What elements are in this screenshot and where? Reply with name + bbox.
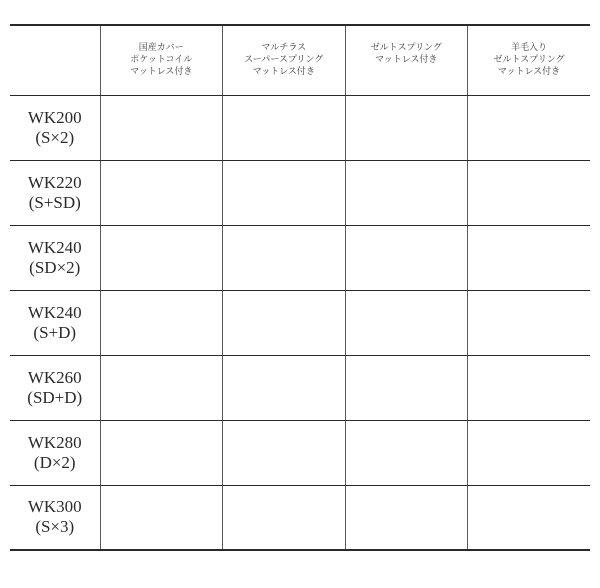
table-cell — [345, 290, 468, 355]
table-row — [10, 485, 590, 550]
table-cell — [345, 355, 468, 420]
table-row — [10, 160, 590, 225]
model-code: WK280 — [27, 432, 82, 452]
model-code: WK300 — [27, 497, 82, 517]
model-cell — [10, 485, 100, 550]
model-code: WK260 — [27, 367, 82, 387]
model-cell — [10, 95, 100, 160]
table-cell — [223, 290, 346, 355]
model-size: (S×3) — [35, 517, 75, 537]
model-size: (SD×2) — [29, 257, 81, 277]
model-size: (D×2) — [33, 452, 76, 472]
table-cell — [100, 225, 223, 290]
table-cell — [345, 485, 468, 550]
table-cell — [100, 160, 223, 225]
table-cell — [223, 355, 346, 420]
table-cell — [468, 160, 591, 225]
table-cell — [223, 225, 346, 290]
model-cell — [10, 290, 100, 355]
table-cell — [345, 225, 468, 290]
table-cell — [468, 225, 591, 290]
model-code: WK240 — [27, 237, 82, 257]
table-row — [10, 355, 590, 420]
model-cell — [10, 225, 100, 290]
model-code: WK240 — [27, 302, 82, 322]
table-cell — [223, 420, 346, 485]
table-cell — [223, 160, 346, 225]
table-row — [10, 95, 590, 160]
model-code: WK200 — [27, 107, 82, 127]
header-pocket-coil: 国産カバー ポケットコイル マットレス付き — [100, 25, 223, 95]
table-cell — [468, 485, 591, 550]
header-multi-lath-super-spring: マルチラス スーパースプリング マットレス付き — [223, 25, 346, 95]
table-cell — [100, 290, 223, 355]
header-row — [10, 25, 590, 95]
table-cell — [100, 485, 223, 550]
model-size: (S+SD) — [28, 192, 81, 212]
header-zelt-spring: ゼルトスプリング マットレス付き — [345, 25, 468, 95]
table-cell — [345, 160, 468, 225]
header-wool-zelt-spring: 羊毛入り ゼルトスプリング マットレス付き — [468, 25, 591, 95]
table-cell — [468, 95, 591, 160]
header-corner — [10, 25, 100, 95]
table-row — [10, 420, 590, 485]
table-row — [10, 290, 590, 355]
table-cell — [345, 95, 468, 160]
model-size: (SD+D) — [27, 387, 83, 407]
table-cell — [468, 420, 591, 485]
table-cell — [223, 95, 346, 160]
table-cell — [223, 485, 346, 550]
model-size: (S+D) — [33, 322, 77, 342]
table-cell — [468, 355, 591, 420]
table-cell — [100, 355, 223, 420]
model-cell — [10, 160, 100, 225]
model-cell — [10, 420, 100, 485]
table-cell — [100, 420, 223, 485]
model-cell — [10, 355, 100, 420]
table-cell — [468, 290, 591, 355]
model-code: WK220 — [27, 172, 82, 192]
table-row — [10, 225, 590, 290]
model-size: (S×2) — [35, 127, 75, 147]
table-cell — [100, 95, 223, 160]
mattress-comparison-table — [10, 24, 590, 551]
table-cell — [345, 420, 468, 485]
